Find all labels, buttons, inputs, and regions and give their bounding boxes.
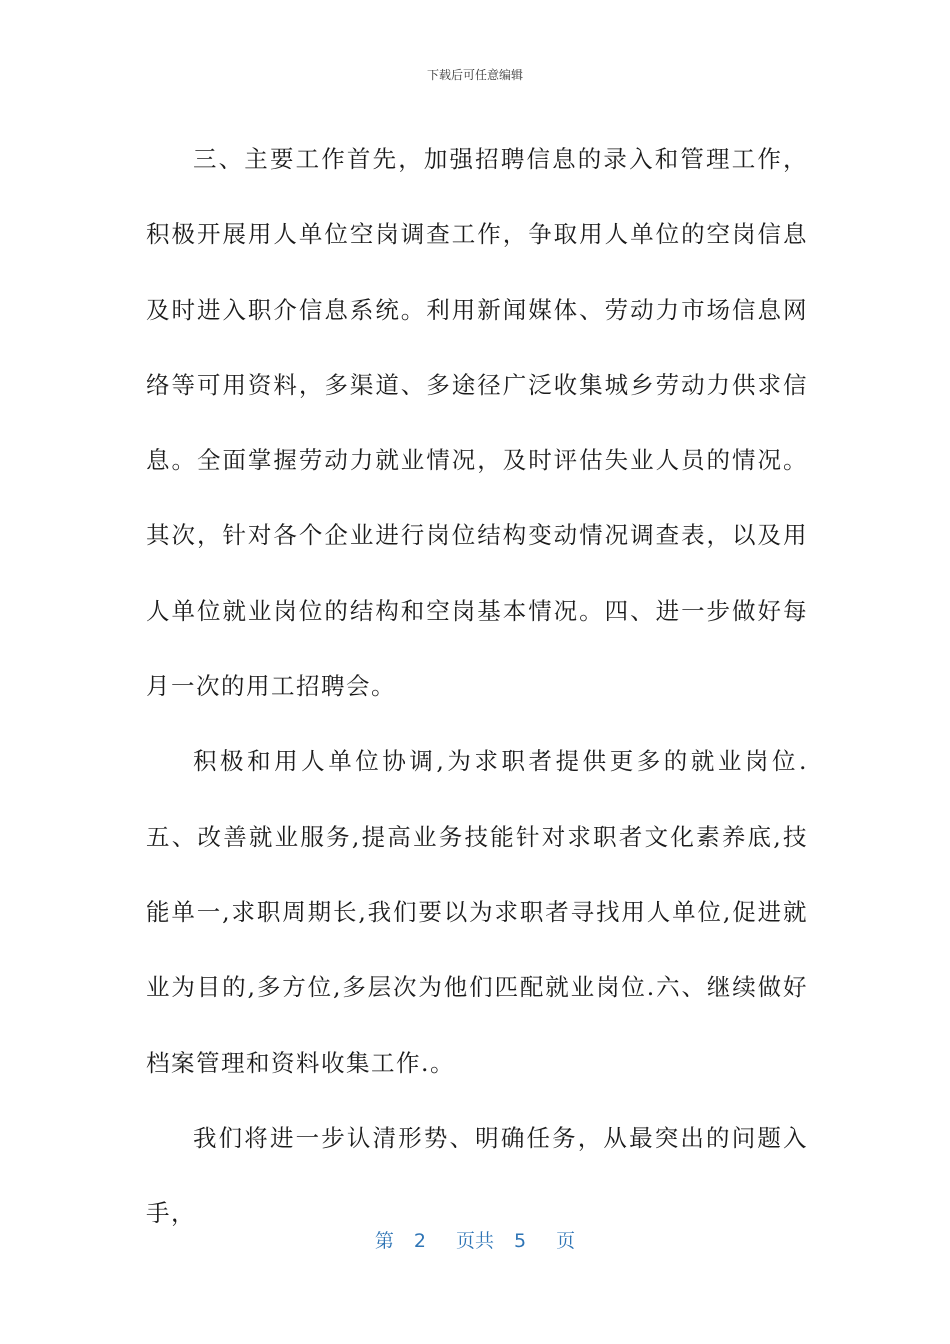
document-body bbox=[146, 122, 808, 1251]
page-header bbox=[0, 66, 950, 83]
page-label-suffix: 页 bbox=[556, 1230, 576, 1252]
paragraph: 积极和用人单位协调,为求职者提供更多的就业岗位.五、改善就业服务,提高业务技能针对求职者文化素养底,技能单一,求职周期长,我们要以为求职者寻找用人单位,促进就业为目的,多方位,多层次为他们匹配就业岗位.六、继续做好档案管理和资料收集工作.。 bbox=[146, 747, 808, 1077]
paragraph: 三、主要工作首先，加强招聘信息的录入和管理工作，积极开展用人单位空岗调查工作，争取用人单位的空岗信息及时进入职介信息系统。利用新闻媒体、劳动力市场信息网络等可用资料，多渠道、多途径广泛收集城乡劳动力供求信息。全面掌握劳动力就业情况，及时评估失业人员的情况。其次，针对各个企业进行岗位结构变动情况调查表，以及用人单位就业岗位的结构和空岗基本情况。四、进一步做好每月一次的用工招聘会。 bbox=[146, 145, 808, 701]
total-pages-number: 5 bbox=[514, 1230, 527, 1252]
header-note: 下载后可任意编辑 bbox=[426, 68, 523, 82]
page-footer bbox=[0, 1226, 950, 1253]
page-label-middle: 页共 bbox=[455, 1230, 494, 1252]
page-label-prefix: 第 bbox=[374, 1230, 394, 1252]
current-page-number: 2 bbox=[413, 1230, 426, 1252]
paragraph: 我们将进一步认清形势、明确任务，从最突出的问题入手， bbox=[146, 1123, 808, 1228]
